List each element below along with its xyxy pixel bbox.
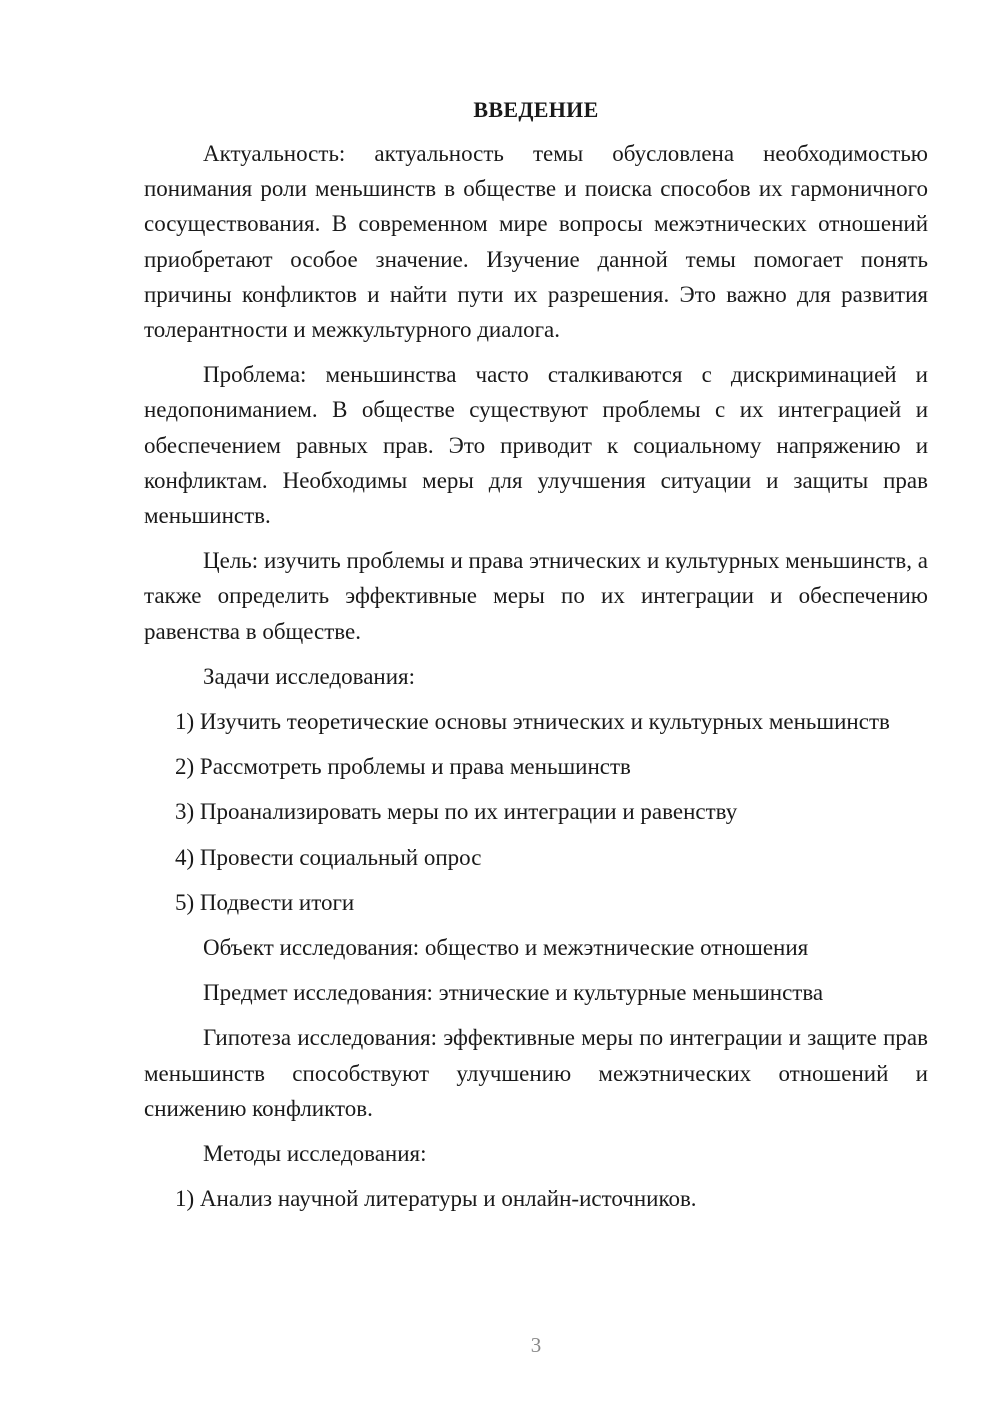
page-number: 3 [530,1333,542,1357]
paragraph-methods-title: Методы исследования: [203,1141,427,1167]
list-item-method-1: 1) Анализ научной литературы и онлайн-источников. [175,1186,697,1212]
list-item-task-1: 1) Изучить теоретические основы этнических и культурных меньшинств [175,709,890,735]
paragraph-goal: Цель: изучить проблемы и права этнических и культурных меньшинств, а также определить эффективные меры по их интеграции и обеспечению равенства в обществе. [144,548,928,644]
paragraph-subject: Предмет исследования: этнические и культурные меньшинства [203,980,824,1006]
paragraph-object: Объект исследования: общество и межэтнические отношения [203,935,809,961]
list-item-task-2: 2) Рассмотреть проблемы и права меньшинств [175,754,631,780]
page-content [144,92,928,1226]
paragraph-problem: Проблема: меньшинства часто сталкиваются с дискриминацией и недопониманием. В обществе существуют проблемы с их интеграцией и обеспечением равных прав. Это приводит к социальному напряжению и конфликтам. Необходимы меры для улучшения ситуации и защиты прав меньшинств. [144,362,928,529]
paragraph-relevance: Актуальность: актуальность темы обусловлена необходимостью понимания роли меньшинств в обществе и поиска способов их гармоничного сосуществования. В современном мире вопросы межэтнических отношений приобретают особое значение. Изучение данной темы помогает понять причины конфликтов и найти пути их разрешения. Это важно для развития толерантности и межкультурного диалога. [144,141,928,343]
list-item-task-3: 3) Проанализировать меры по их интеграции и равенству [175,799,738,825]
list-item-task-4: 4) Провести социальный опрос [175,844,482,870]
page-title: ВВЕДЕНИЕ [473,97,599,122]
paragraph-hypothesis: Гипотеза исследования: эффективные меры по интеграции и защите прав меньшинств способствуют улучшению межэтнических отношений и снижению конфликтов. [144,1025,928,1121]
paragraph-tasks-title: Задачи исследования: [203,663,416,689]
list-item-task-5: 5) Подвести итоги [175,889,355,915]
